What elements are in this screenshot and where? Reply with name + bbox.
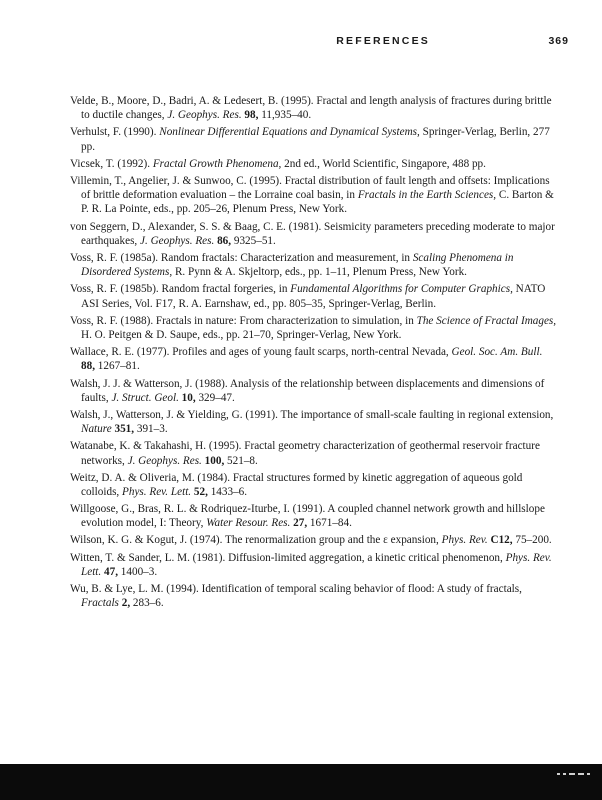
reference-entry xyxy=(70,502,558,531)
scan-marks xyxy=(557,773,590,775)
reference-text: Witten, T. & Sander, L. M. (1981). Diffusion-limited aggregation, a kinetic critical phenomenon, xyxy=(70,551,506,564)
scan-edge-band xyxy=(0,764,602,800)
reference-text: Verhulst, F. (1990). xyxy=(70,126,160,139)
reference-volume: 351, xyxy=(114,423,135,436)
reference-volume: 86, xyxy=(217,234,232,247)
reference-text: C. Barton & P. R. La Pointe, eds., pp. 205–26, Plenum Press, New York. xyxy=(81,189,554,216)
reference-title-italic: Nonlinear Differential Equations and Dynamical Systems, xyxy=(159,126,420,139)
reference-title-italic: Phys. Rev. Lett. xyxy=(81,551,552,578)
reference-volume: 100, xyxy=(204,454,225,467)
reference-entry xyxy=(70,377,558,406)
reference-text: Springer-Verlag, Berlin, 277 pp. xyxy=(81,126,550,153)
reference-entry xyxy=(70,125,558,154)
reference-entry xyxy=(70,345,558,374)
reference-text: 11,935–40. xyxy=(258,109,312,122)
reference-volume: 27, xyxy=(293,517,308,530)
reference-volume: 52, xyxy=(193,485,208,498)
reference-text: 9325–51. xyxy=(231,234,276,247)
reference-text: Willgoose, G., Bras, R. L. & Rodriquez-Iturbe, I. (1991). A coupled channel network growth and hillslope evolution model, I: Theory, xyxy=(70,503,545,530)
reference-list xyxy=(70,94,558,613)
reference-volume: 10, xyxy=(181,391,196,404)
reference-title-italic: Phys. Rev. Lett. xyxy=(122,485,192,498)
reference-text: Vicsek, T. (1992). xyxy=(70,157,153,170)
reference-entry xyxy=(70,94,558,123)
page-number: 369 xyxy=(548,35,569,47)
reference-entry xyxy=(70,251,558,280)
reference-text: 1671–84. xyxy=(307,517,352,530)
reference-text: Wallace, R. E. (1977). Profiles and ages of young fault scarps, north-central Nevada, xyxy=(70,346,452,359)
reference-entry xyxy=(70,439,558,468)
reference-text: NATO ASI Series, Vol. F17, R. A. Earnshaw, ed., pp. 805–35, Springer-Verlag, Berlin. xyxy=(81,283,546,310)
reference-entry xyxy=(70,533,558,547)
scan-mark xyxy=(569,773,575,775)
reference-text: 329–47. xyxy=(195,391,235,404)
reference-title-italic: J. Geophys. Res. xyxy=(167,109,242,122)
reference-entry xyxy=(70,471,558,500)
section-title: REFERENCES xyxy=(336,35,430,47)
reference-text: Wu, B. & Lye, L. M. (1994). Identification of temporal scaling behavior of flood: A study of fractals, xyxy=(70,582,522,595)
reference-entry xyxy=(70,220,558,249)
reference-entry xyxy=(70,582,558,611)
reference-text: Voss, R. F. (1985b). Random fractal forgeries, in xyxy=(70,283,291,296)
reference-volume: C12, xyxy=(490,534,513,547)
reference-title-italic: Phys. Rev. xyxy=(441,534,488,547)
reference-title-italic: The Science of Fractal Images, xyxy=(416,314,557,327)
reference-text: 521–8. xyxy=(224,454,258,467)
reference-text: Voss, R. F. (1985a). Random fractals: Characterization and measurement, in xyxy=(70,251,413,264)
reference-text: Villemin, T., Angelier, J. & Sunwoo, C. (1995). Fractal distribution of fault length and offsets: Implications of brittle deformation evaluation – the Lorraine coal basin, in xyxy=(70,174,550,202)
reference-title-italic: Fractal Growth Phenomena, xyxy=(152,157,282,170)
reference-text: 75–200. xyxy=(512,534,552,547)
reference-entry xyxy=(70,551,558,580)
reference-title-italic: J. Geophys. Res. xyxy=(127,454,202,467)
reference-title-italic: Fundamental Algorithms for Computer Graphics, xyxy=(290,283,513,296)
reference-title-italic: Water Resour. Res. xyxy=(206,517,291,530)
reference-text: Walsh, J. J. & Watterson, J. (1988). Analysis of the relationship between displacements and dimensions of faults, xyxy=(70,377,545,404)
reference-entry xyxy=(70,408,558,437)
reference-entry xyxy=(70,314,558,343)
scan-mark xyxy=(587,773,590,775)
reference-volume: 88, xyxy=(81,360,95,373)
reference-title-italic: Geol. Soc. Am. Bull. xyxy=(451,346,543,359)
reference-text: Walsh, J., Watterson, J. & Yielding, G. (1991). The importance of small-scale faulting in regional extension, xyxy=(70,408,554,421)
reference-title-italic: Fractals in the Earth Sciences, xyxy=(357,189,497,202)
reference-title-italic: J. Struct. Geol. xyxy=(111,391,179,404)
reference-text: 1400–3. xyxy=(117,565,158,578)
reference-text: 1433–6. xyxy=(207,485,248,498)
reference-volume: 98, xyxy=(244,109,259,122)
reference-entry xyxy=(70,157,558,171)
reference-entry xyxy=(70,174,558,217)
reference-title-italic: Scaling Phenomena in Disordered Systems, xyxy=(81,251,514,279)
reference-volume: 2, xyxy=(121,597,131,610)
running-head xyxy=(0,35,602,51)
reference-volume: 47, xyxy=(104,565,118,578)
reference-entry xyxy=(70,282,558,311)
scan-mark xyxy=(563,773,566,775)
reference-text: 1267–81. xyxy=(94,360,140,373)
reference-text: Watanabe, K. & Takahashi, H. (1995). Fractal geometry characterization of geothermal reservoir fracture networks, xyxy=(70,440,540,467)
reference-text: Wilson, K. G. & Kogut, J. (1974). The renormalization group and the ε expansion, xyxy=(70,534,442,547)
scan-mark xyxy=(578,773,584,775)
reference-text: Velde, B., Moore, D., Badri, A. & Ledesert, B. (1995). Fractal and length analysis of fractures during brittle to ductile changes, xyxy=(70,95,552,122)
reference-text: Weitz, D. A. & Oliveria, M. (1984). Fractal structures formed by kinetic aggregation of aqueous gold colloids, xyxy=(70,471,523,498)
reference-text: 283–6. xyxy=(130,597,164,610)
scan-mark xyxy=(557,773,560,775)
reference-text: R. Pynn & A. Skjeltorp, eds., pp. 1–11, Plenum Press, New York. xyxy=(172,266,467,279)
reference-title-italic: Nature xyxy=(81,423,112,436)
reference-text: H. O. Peitgen & D. Saupe, eds., pp. 21–70, Springer-Verlag, New York. xyxy=(81,329,402,342)
reference-text: 391–3. xyxy=(134,423,168,436)
reference-title-italic: Fractals xyxy=(81,597,119,610)
reference-text: von Seggern, D., Alexander, S. S. & Baag, C. E. (1981). Seismicity parameters preceding moderate to major earthquakes, xyxy=(70,220,555,247)
reference-text: 2nd ed., World Scientific, Singapore, 488 pp. xyxy=(281,157,486,170)
reference-text: Voss, R. F. (1988). Fractals in nature: From characterization to simulation, in xyxy=(70,314,417,327)
reference-title-italic: J. Geophys. Res. xyxy=(140,234,215,247)
